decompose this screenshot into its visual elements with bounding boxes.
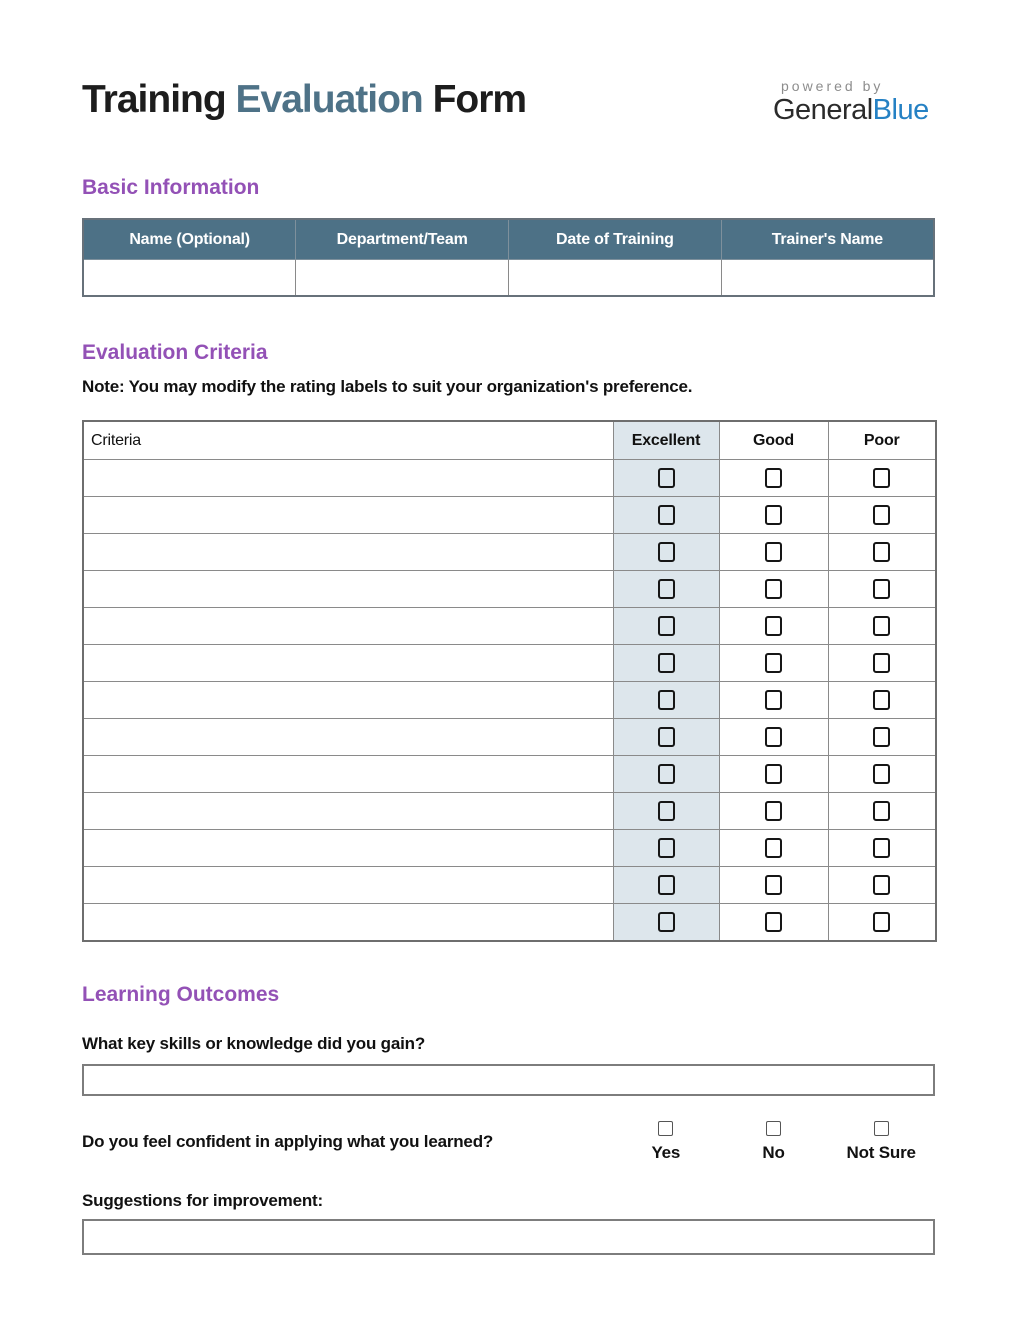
page-header [82,76,935,126]
good-checkbox-icon[interactable] [765,690,782,710]
brand-logo [773,76,935,126]
poor-cell [828,534,936,571]
good-checkbox-icon[interactable] [765,838,782,858]
criteria-input-cell[interactable] [83,460,613,497]
criteria-row [83,867,936,904]
excellent-cell [613,571,719,608]
excellent-cell [613,497,719,534]
skills-question: What key skills or knowledge did you gain? [82,1034,425,1053]
poor-checkbox-icon[interactable] [873,505,890,525]
poor-checkbox-icon[interactable] [873,838,890,858]
good-cell [719,497,828,534]
evaluation-criteria-table [82,420,937,942]
criteria-input-cell[interactable] [83,793,613,830]
good-checkbox-icon[interactable] [765,764,782,784]
excellent-cell [613,460,719,497]
excellent-checkbox-icon[interactable] [658,468,675,488]
skills-input[interactable] [82,1064,935,1096]
good-checkbox-icon[interactable] [765,468,782,488]
good-checkbox-icon[interactable] [765,616,782,636]
yes-checkbox-icon[interactable] [658,1121,673,1136]
poor-checkbox-icon[interactable] [873,690,890,710]
not-sure-checkbox-icon[interactable] [874,1121,889,1136]
excellent-checkbox-icon[interactable] [658,875,675,895]
poor-cell [828,571,936,608]
excellent-checkbox-icon[interactable] [658,912,675,932]
basic-header-row [83,219,934,260]
poor-cell [828,830,936,867]
col-header-good: Good [719,421,828,460]
poor-checkbox-icon[interactable] [873,912,890,932]
good-checkbox-icon[interactable] [765,579,782,599]
criteria-input-cell[interactable] [83,904,613,942]
excellent-cell [613,793,719,830]
excellent-cell [613,904,719,942]
excellent-cell [613,756,719,793]
title-part-1: Training [82,78,236,121]
criteria-row [83,534,936,571]
criteria-input-cell[interactable] [83,682,613,719]
good-checkbox-icon[interactable] [765,727,782,747]
criteria-input-cell[interactable] [83,534,613,571]
criteria-row [83,460,936,497]
criteria-row [83,497,936,534]
criteria-header-row [83,421,936,460]
criteria-input-cell[interactable] [83,867,613,904]
good-cell [719,756,828,793]
powered-by-label: powered by [781,78,884,94]
good-checkbox-icon[interactable] [765,542,782,562]
good-cell [719,645,828,682]
poor-checkbox-icon[interactable] [873,801,890,821]
poor-cell [828,608,936,645]
criteria-row [83,571,936,608]
col-header-criteria: Criteria [83,421,613,460]
criteria-row [83,904,936,942]
excellent-cell [613,830,719,867]
poor-cell [828,497,936,534]
criteria-input-cell[interactable] [83,830,613,867]
criteria-row [83,608,936,645]
excellent-checkbox-icon[interactable] [658,653,675,673]
poor-cell [828,756,936,793]
excellent-checkbox-icon[interactable] [658,505,675,525]
criteria-input-cell[interactable] [83,719,613,756]
no-checkbox-icon[interactable] [766,1121,781,1136]
good-checkbox-icon[interactable] [765,912,782,932]
suggestions-input[interactable] [82,1219,935,1255]
criteria-input-cell[interactable] [83,645,613,682]
confidence-option-not-sure [827,1120,935,1163]
poor-cell [828,460,936,497]
good-cell [719,867,828,904]
excellent-checkbox-icon[interactable] [658,690,675,710]
col-header-poor: Poor [828,421,936,460]
name-input-cell[interactable] [83,260,296,297]
brand-name-blue: Blue [872,94,929,126]
col-header-name: Name (Optional) [83,219,296,260]
poor-checkbox-icon[interactable] [873,875,890,895]
basic-information-heading: Basic Information [82,176,260,199]
good-cell [719,608,828,645]
excellent-checkbox-icon[interactable] [658,542,675,562]
date-input-cell[interactable] [509,260,722,297]
page-title [82,76,526,124]
poor-cell [828,867,936,904]
poor-checkbox-icon[interactable] [873,468,890,488]
confidence-question: Do you feel confident in applying what you learned? [82,1132,494,1151]
good-cell [719,719,828,756]
col-header-excellent: Excellent [613,421,719,460]
criteria-row [83,793,936,830]
excellent-cell [613,682,719,719]
criteria-row [83,682,936,719]
good-checkbox-icon[interactable] [765,801,782,821]
excellent-cell [613,719,719,756]
criteria-row [83,830,936,867]
excellent-cell [613,867,719,904]
criteria-row [83,719,936,756]
title-part-3: Form [422,78,527,121]
excellent-checkbox-icon[interactable] [658,727,675,747]
poor-checkbox-icon[interactable] [873,542,890,562]
excellent-checkbox-icon[interactable] [658,579,675,599]
good-cell [719,830,828,867]
good-cell [719,904,828,942]
brand-name-general: General [773,94,873,126]
good-cell [719,534,828,571]
trainer-input-cell[interactable] [721,260,934,297]
excellent-checkbox-icon[interactable] [658,616,675,636]
col-header-date: Date of Training [509,219,722,260]
rating-note: Note: You may modify the rating labels to suit your organization's preference. [82,377,693,396]
yes-label: Yes [651,1143,681,1162]
criteria-input-cell[interactable] [83,497,613,534]
good-cell [719,793,828,830]
poor-cell [828,645,936,682]
poor-checkbox-icon[interactable] [873,653,890,673]
poor-checkbox-icon[interactable] [873,579,890,599]
col-header-trainer: Trainer's Name [721,219,934,260]
poor-cell [828,719,936,756]
poor-checkbox-icon[interactable] [873,727,890,747]
basic-information-table [82,218,935,297]
suggestions-label: Suggestions for improvement: [82,1191,323,1210]
confidence-option-yes [612,1120,720,1163]
criteria-input-cell[interactable] [83,608,613,645]
poor-checkbox-icon[interactable] [873,616,890,636]
poor-cell [828,682,936,719]
good-checkbox-icon[interactable] [765,505,782,525]
good-cell [719,460,828,497]
excellent-cell [613,645,719,682]
poor-checkbox-icon[interactable] [873,764,890,784]
excellent-checkbox-icon[interactable] [658,838,675,858]
poor-cell [828,793,936,830]
good-checkbox-icon[interactable] [765,653,782,673]
good-checkbox-icon[interactable] [765,875,782,895]
department-input-cell[interactable] [296,260,509,297]
confidence-row [82,1120,935,1163]
criteria-row [83,756,936,793]
criteria-input-cell[interactable] [83,756,613,793]
good-cell [719,571,828,608]
basic-input-row [83,260,934,297]
not-sure-label: Not Sure [846,1143,916,1162]
excellent-cell [613,534,719,571]
confidence-options [612,1120,935,1163]
excellent-cell [613,608,719,645]
excellent-checkbox-icon[interactable] [658,764,675,784]
no-label: No [762,1143,785,1162]
excellent-checkbox-icon[interactable] [658,801,675,821]
title-part-2: Evaluation [235,78,423,121]
evaluation-criteria-heading: Evaluation Criteria [82,341,268,364]
poor-cell [828,904,936,942]
good-cell [719,682,828,719]
col-header-department: Department/Team [296,219,509,260]
confidence-option-no [720,1120,828,1163]
criteria-row [83,645,936,682]
learning-outcomes-heading: Learning Outcomes [82,983,280,1006]
criteria-input-cell[interactable] [83,571,613,608]
brand-name [773,94,935,126]
